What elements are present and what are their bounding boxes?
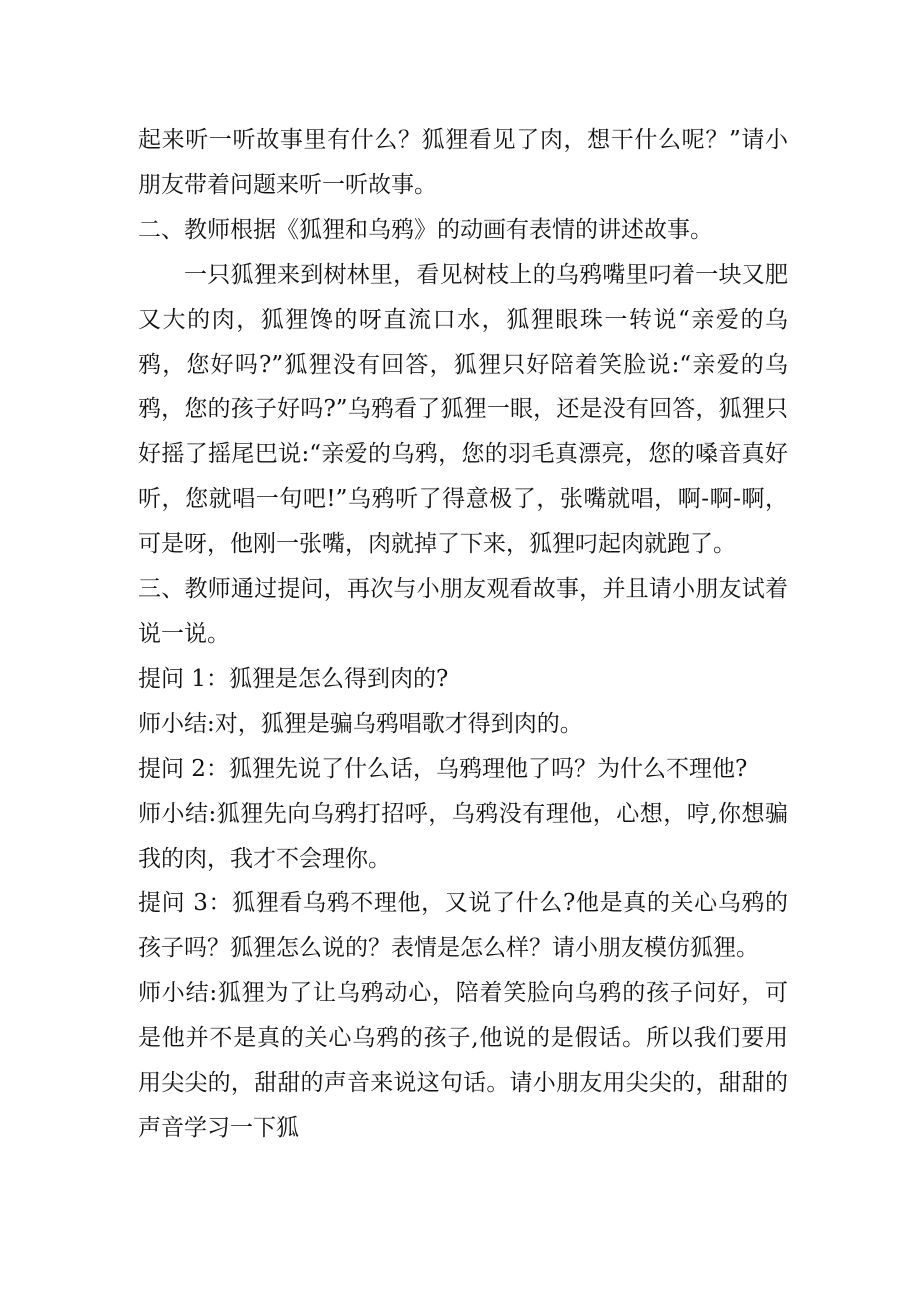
summary-3: 师小结:狐狸为了让乌鸦动心，陪着笑脸向乌鸦的孩子问好，可是他并不是真的关心乌鸦的孩子,他说的是假话。所以我们要用用尖尖的，甜甜的声音来说这句话。请小朋友用尖尖的，甜甜的声音学习一下狐: [138, 980, 788, 1141]
document-body: [138, 118, 788, 1151]
section-heading-2: 二、教师根据《狐狸和乌鸦》的动画有表情的讲述故事。: [138, 216, 713, 243]
section-heading-3: 三、教师通过提问，再次与小朋友观看故事，并且请小朋友试着说一说。: [138, 576, 788, 647]
question-3: 提问 3：狐狸看乌鸦不理他，又说了什么?他是真的关心乌鸦的孩子吗？狐狸怎么说的？表情是怎么样？请小朋友模仿狐狸。: [138, 890, 788, 962]
question-1: 提问 1：狐狸是怎么得到肉的?: [138, 665, 449, 692]
question-2: 提问 2：狐狸先说了什么话，乌鸦理他了吗？为什么不理他?: [138, 755, 748, 782]
summary-1: 师小结:对，狐狸是骗乌鸦唱歌才得到肉的。: [138, 710, 583, 737]
summary-2: 师小结:狐狸先向乌鸦打招呼，乌鸦没有理他，心想，哼,你想骗我的肉，我才不会理你。: [138, 800, 788, 872]
paragraph-story: 一只狐狸来到树林里，看见树枝上的乌鸦嘴里叼着一块又肥又大的肉，狐狸馋的呀直流口水，狐狸眼珠一转说“亲爱的乌鸦，您好吗?”狐狸没有回答，狐狸只好陪着笑脸说:“亲爱的乌鸦，您的孩子好吗?”乌鸦看了狐狸一眼，还是没有回答，狐狸只好摇了摇尾巴说:“亲爱的乌鸦，您的羽毛真漂亮，您的嗓音真好听，您就唱一句吧!”乌鸦听了得意极了，张嘴就唱，啊-啊-啊，可是呀，他刚一张嘴，肉就掉了下来，狐狸叼起肉就跑了。: [138, 261, 788, 558]
paragraph-story-intro: 起来听一听故事里有什么？狐狸看见了肉，想干什么呢？”请小朋友带着问题来听一听故事。: [138, 127, 788, 198]
